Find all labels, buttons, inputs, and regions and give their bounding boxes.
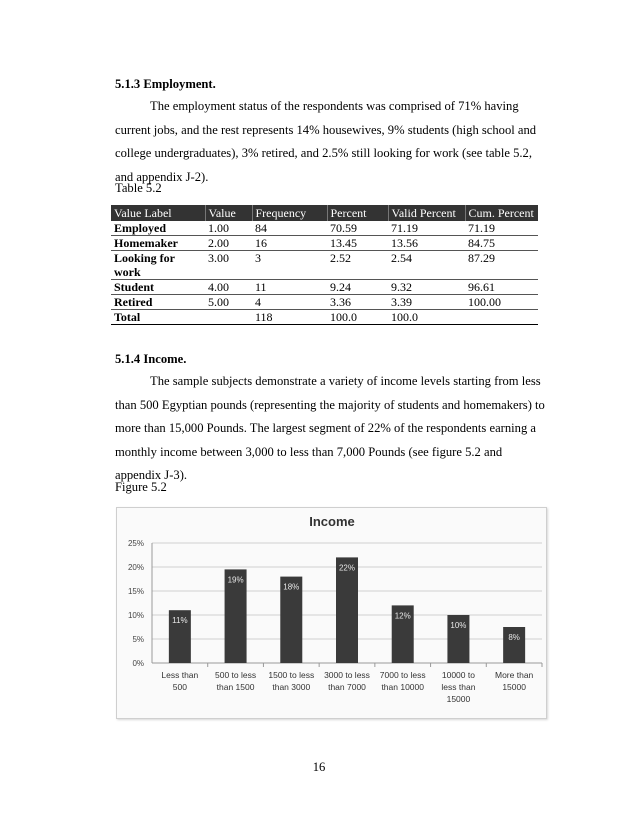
income-line-5: appendix J-3). (115, 468, 188, 482)
x-tick-label: less than (441, 682, 476, 692)
table-row (111, 251, 538, 280)
income-line-3: more than 15,000 Pounds. The largest segment of 22% of the respondents earning a (115, 421, 536, 435)
chart-title: Income (309, 514, 355, 529)
employment-line-1: The employment status of the respondents was comprised of 71% having (150, 99, 519, 113)
x-tick-label: than 1500 (216, 682, 255, 692)
y-tick-label: 15% (127, 587, 144, 596)
y-tick-label: 5% (132, 635, 144, 644)
table-cell: 13.45 (327, 236, 388, 251)
y-tick-label: 25% (127, 539, 144, 548)
table-cell: 71.19 (465, 221, 538, 236)
x-tick-label: 1500 to less (268, 670, 315, 680)
y-tick-label: 0% (132, 659, 144, 668)
x-tick-label: than 10000 (381, 682, 424, 692)
table-cell: 3 (252, 251, 327, 280)
col-header: Value (205, 205, 252, 221)
table-cell (465, 310, 538, 325)
employment-table (111, 205, 538, 325)
data-label: 18% (283, 582, 300, 592)
table-cell: 13.56 (388, 236, 465, 251)
x-tick-label: 10000 to (441, 670, 475, 680)
table-cell: 2.52 (327, 251, 388, 280)
table-cell: 9.24 (327, 280, 388, 295)
table-cell: 5.00 (205, 295, 252, 310)
x-tick-label: Less than (161, 670, 199, 680)
table-cell: 4 (252, 295, 327, 310)
table-row (111, 295, 538, 310)
table-cell: Total (111, 310, 205, 325)
income-paragraph (115, 370, 545, 488)
table-caption: Table 5.2 (115, 181, 162, 195)
data-label: 8% (508, 633, 520, 642)
table-row (111, 221, 538, 236)
bar (336, 557, 358, 663)
x-tick-label: More than (495, 670, 534, 680)
x-tick-label: 15000 (446, 694, 471, 704)
table-cell: 84 (252, 221, 327, 236)
table-cell: 96.61 (465, 280, 538, 295)
figure-caption: Figure 5.2 (115, 480, 167, 494)
income-chart-svg (117, 508, 546, 718)
col-header: Cum. Percent (465, 205, 538, 221)
table-cell: 70.59 (327, 221, 388, 236)
x-tick-label: 7000 to less (379, 670, 426, 680)
x-tick-label: 15000 (502, 682, 526, 692)
table-row-total (111, 310, 538, 325)
employment-line-2: current jobs, and the rest represents 14% housewives, 9% students (high school and (115, 122, 537, 137)
employment-heading: 5.1.3 Employment. (115, 77, 216, 91)
table-row (111, 280, 538, 295)
employment-line-4: and appendix J-2). (115, 169, 209, 184)
table-cell: 16 (252, 236, 327, 251)
table-cell: Homemaker (111, 236, 205, 251)
income-heading: 5.1.4 Income. (115, 352, 187, 366)
data-label: 10% (450, 621, 467, 630)
table-cell: Employed (111, 221, 205, 236)
table-cell: 118 (252, 310, 327, 325)
table-cell: 1.00 (205, 221, 252, 236)
col-header: Percent (327, 205, 388, 221)
x-tick-label: 3000 to less (324, 670, 370, 680)
income-line-1: The sample subjects demonstrate a variety of income levels starting from less (150, 374, 541, 388)
table-cell: 2.54 (388, 251, 465, 280)
table-cell: 2.00 (205, 236, 252, 251)
x-tick-label: 500 to less (215, 670, 257, 680)
col-header: Frequency (252, 205, 327, 221)
table-cell: Student (111, 280, 205, 295)
data-label: 11% (172, 616, 188, 626)
table-cell: 71.19 (388, 221, 465, 236)
page-number: 16 (312, 760, 326, 774)
table-cell: 100.0 (388, 310, 465, 325)
table-row (111, 236, 538, 251)
table-cell: Retired (111, 295, 205, 310)
y-tick-label: 10% (127, 611, 144, 620)
employment-paragraph (115, 95, 535, 189)
table-cell: 9.32 (388, 280, 465, 295)
table-cell: 100.0 (327, 310, 388, 325)
col-header: Valid Percent (388, 205, 465, 221)
data-label: 19% (227, 575, 244, 585)
table-cell (205, 310, 252, 325)
x-tick-label: than 7000 (328, 682, 366, 692)
x-tick-label: 500 (172, 682, 187, 692)
table-cell: 100.00 (465, 295, 538, 310)
table-cell: 3.36 (327, 295, 388, 310)
table-cell: 84.75 (465, 236, 538, 251)
table-header-row (111, 205, 538, 221)
table-cell: 3.00 (205, 251, 252, 280)
table-cell: Looking for work (111, 251, 205, 280)
income-chart (116, 507, 547, 719)
employment-line-3: college undergraduates), 3% retired, and 2.5% still looking for work (see table 5.2, (115, 146, 532, 160)
table-cell: 3.39 (388, 295, 465, 310)
data-label: 12% (394, 611, 411, 621)
table-cell: 11 (252, 280, 327, 295)
col-header: Value Label (111, 205, 205, 221)
income-line-4: monthly income between 3,000 to less than 7,000 Pounds (see figure 5.2 and (115, 444, 503, 459)
y-tick-label: 20% (127, 563, 144, 572)
income-line-2: than 500 Egyptian pounds (representing the majority of students and homemakers) to (115, 397, 545, 412)
table-cell: 87.29 (465, 251, 538, 280)
table-cell: 4.00 (205, 280, 252, 295)
data-label: 22% (338, 563, 356, 573)
x-tick-label: than 3000 (272, 682, 311, 692)
